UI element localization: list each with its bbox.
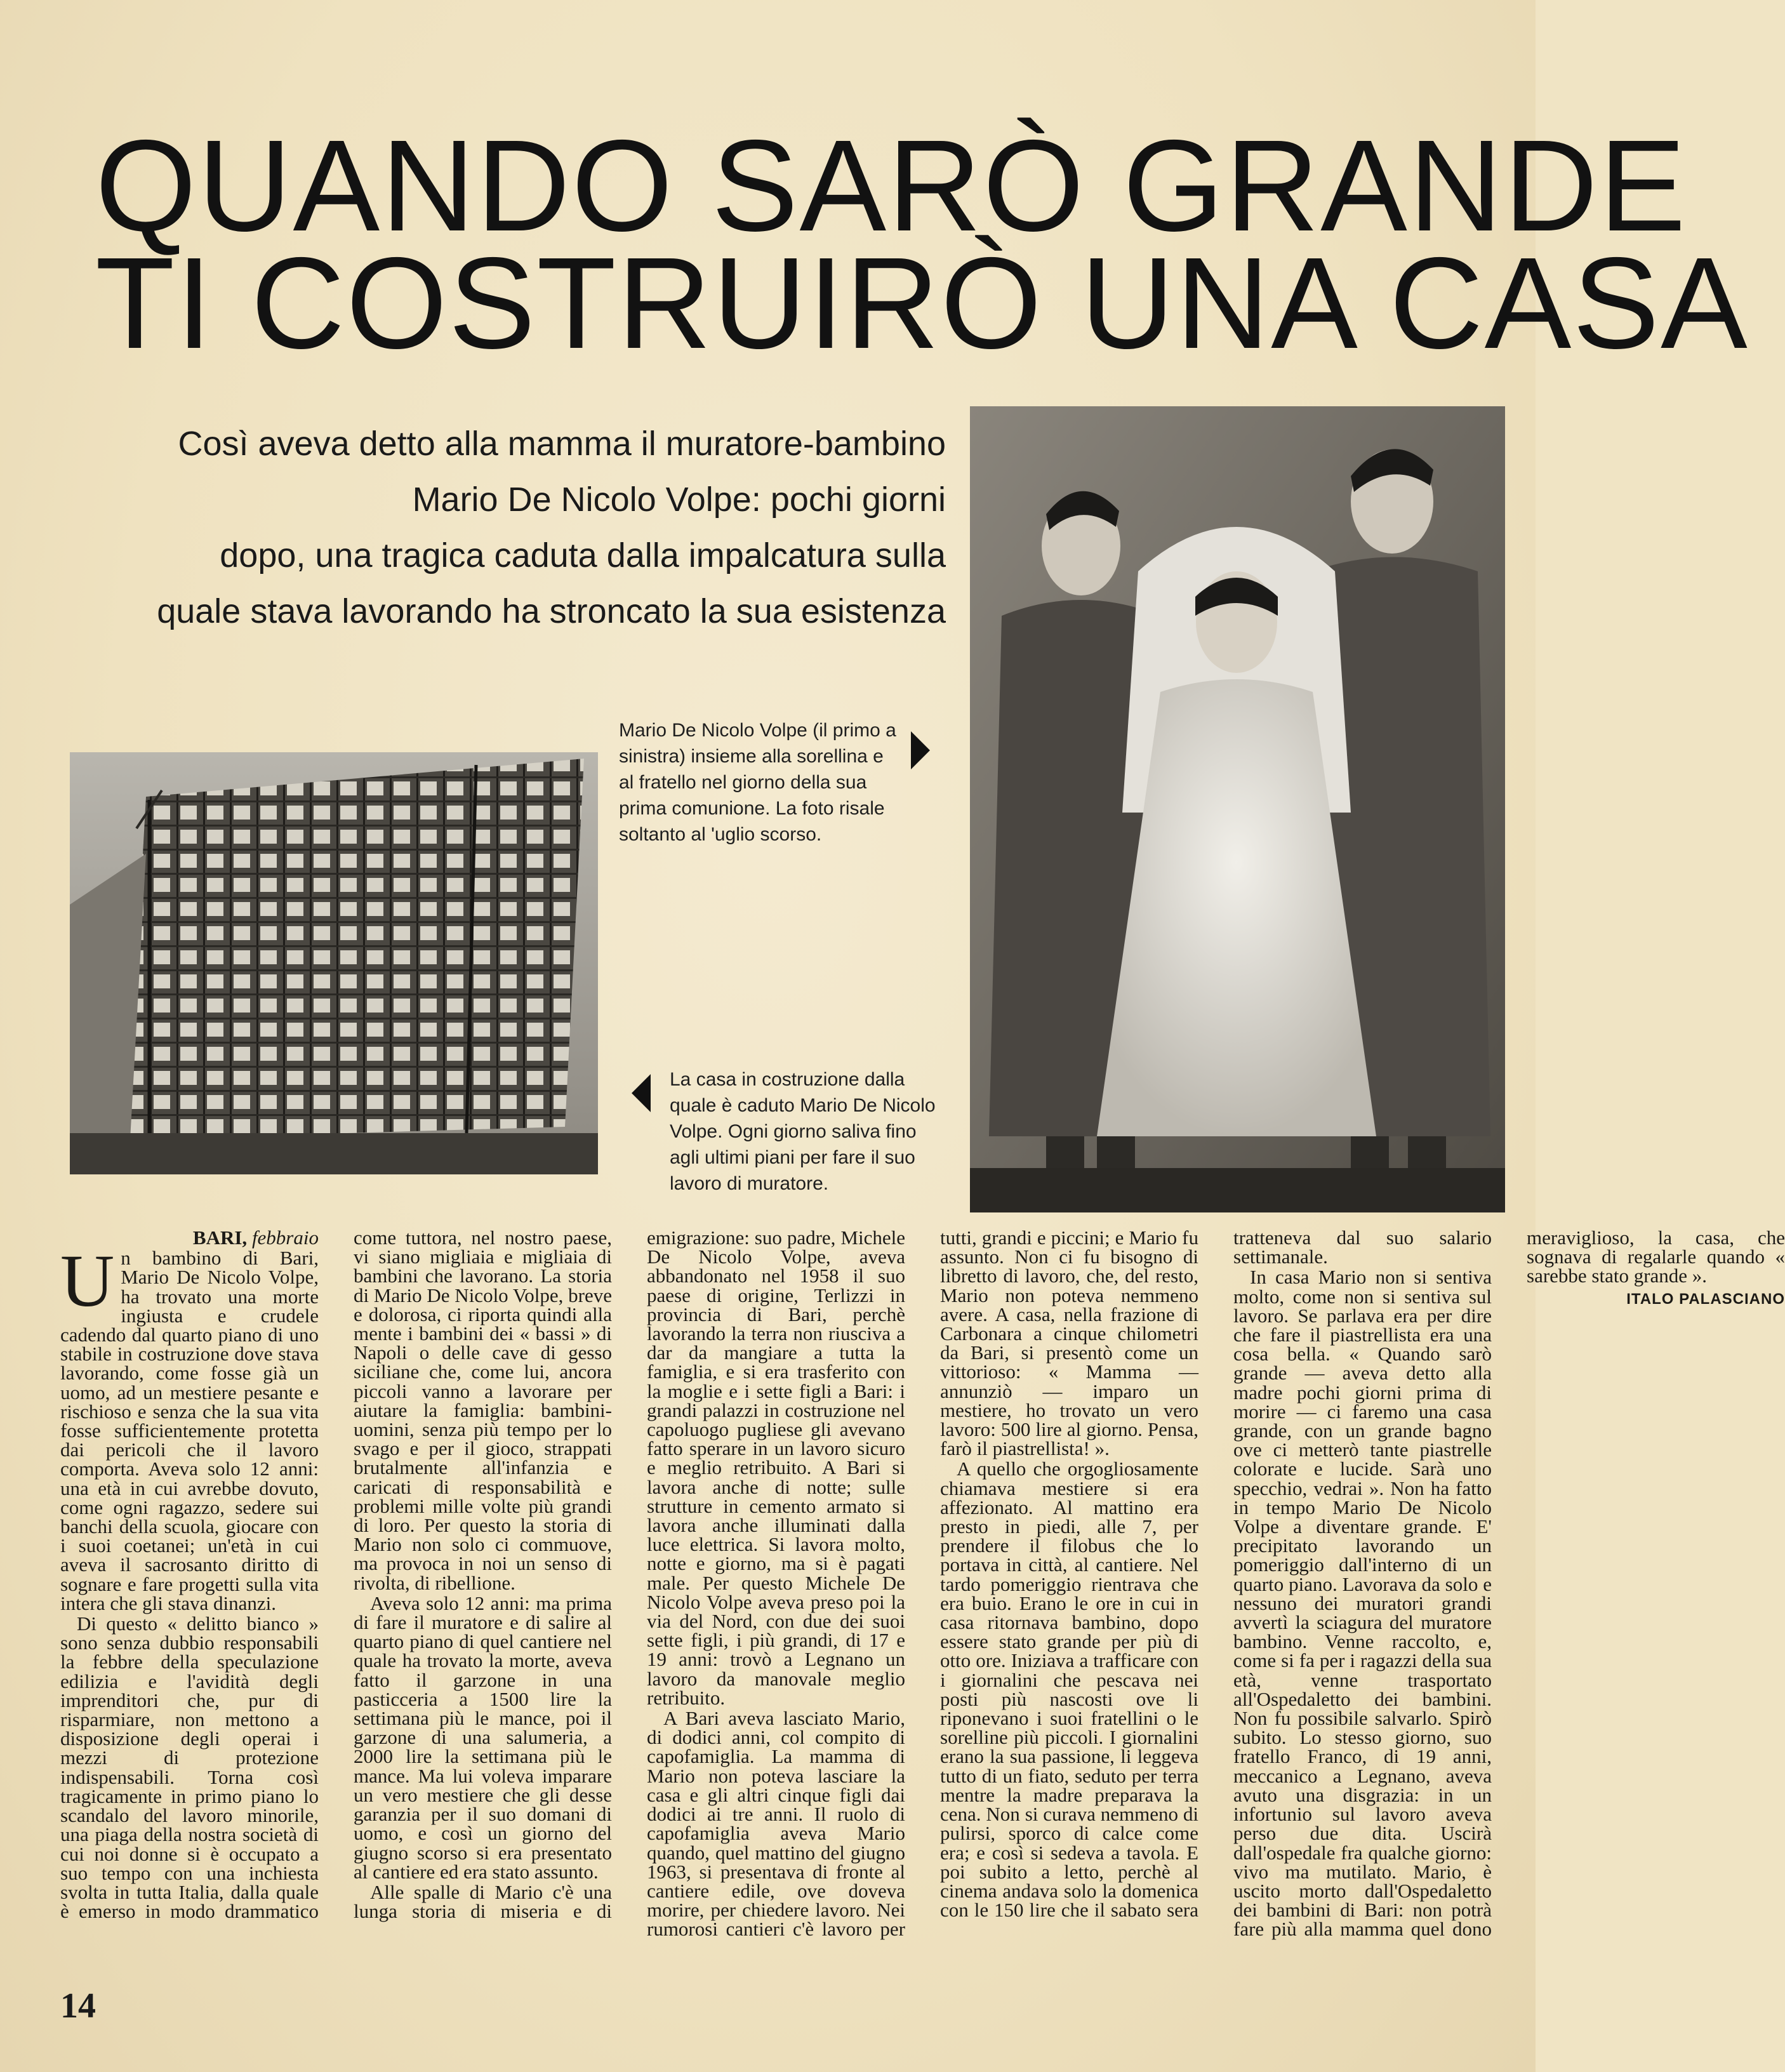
page-number: 14 <box>60 1986 96 2026</box>
article-paragraph: Di questo « delitto bianco » sono senza dubbio responsabili la febbre della speculazione edilizia e l'avidità degli imprenditori che, pur di risparmiare, non mettono a disposizione degli operai i mezzi di protezione indispensabili. Torna così tragicamente in primo piano lo scandalo del lavoro minorile, una piaga della nostra società di cui noi donne si è occupato a suo tempo con una inchiesta svolta in tutta Italia, dalla quale è emerso in modo drammatico come tuttora, nel nostro paese, vi siano migliaia e migliaia di bambini che lavorano. La storia di Mario De Nicolo Volpe, breve e dolorosa, ci riporta quindi alla mente i bambini dei « bassi » di Napoli o delle cave di gesso siciliane che, come lui, ancora piccoli vanno a lavorare per aiutare la famiglia: bambini-uomini, senza più tempo per lo svago e per il gioco, strappati brutalmente all'infanzia e caricati di responsabilità e problemi mille volte più grandi di loro. Per questo la storia di Mario non solo ci commuove, ma provoca in noi un senso di rivolta, di ribellione. <box>60 1226 612 1923</box>
dateline-month: febbraio <box>251 1226 319 1249</box>
headline-line-1: QUANDO SARÒ GRANDE <box>95 113 1687 258</box>
building-photo <box>70 752 598 1174</box>
drop-cap: U <box>60 1239 115 1323</box>
family-photo <box>970 406 1505 1212</box>
subheadline-line-3: dopo, una tragica caduta dalla impalcatura sulla <box>220 536 946 574</box>
article-paragraph: A Bari aveva lasciato Mario, di dodici anni, col compito di capofamiglia. La mamma di Mario non poteva lasciare la casa e gli altri cinque figli dai dodici ai tre anni. Il ruolo di capofamiglia aveva Mario quando, quel mattino del giugno 1963, si presentava di fronte al cantiere edile, ove doveva morire, per chiedere lavoro. Nei rumorosi cantieri c'è lavoro per tutti, grandi e piccini; e Mario fu assunto. Non ci fu bisogno di libretto di lavoro, che, del resto, Mario non poteva nemmeno avere. A casa, nella frazione di Carbonara a cinque chilometri da Bari, si presentò come un vittorioso: « Mamma — annunziò — imparo un mestiere, ho trovato un vero lavoro: 500 lire al giorno. Pensa, farò il piastrellista! ». <box>647 1226 1198 1941</box>
building-photo-image <box>70 752 598 1174</box>
arrow-left-icon <box>632 1074 651 1112</box>
article-paragraph: In casa Mario non si sentiva molto, come non si sentiva sul lavoro. Se parlava era per dire che fare il piastrellista era una cosa bella. « Quando sarò grande — aveva detto alla madre pochi giorni prima di morire — ci faremo una casa grande, con un grande bagno ove ci metterò tante piastrelle colorate e lucide. Sarà uno specchio, vedrai ». Non ha fatto in tempo Mario De Nicolo Volpe a diventare grande. E' precipitato lavorando un pomeriggio dall'interno di un quarto piano. Lavorava da solo e nessuno dei muratori grandi avvertì la sciagura del muratore bambino. Venne raccolto, e, come si fa per i ragazzi della sua età, venne trasportato all'Ospedaletto dei bambini. Non fu possibile salvarlo. Spirò subito. Lo stesso giorno, suo fratello Franco, di 19 anni, meccanico a Legnano, aveva avuto una disgrazia: in un infortunio sul lavoro aveva perso due dita. Uscirà dall'ospedale fra qualche giorno: vivo ma mutilato. Mario, è uscito morto dall'Ospedaletto dei bambini di Bari: non potrà fare più alla mamma quel dono meraviglioso, la casa, che sognava di regalarle quando « sarebbe stato grande ». <box>1233 1226 1785 1941</box>
author-byline: ITALO PALASCIANO <box>1626 1290 1785 1308</box>
building-photo-caption: La casa in costruzione dalla quale è caduto Mario De Nicolo Volpe. Ogni giorno saliva fino agli ultimi piani per fare il suo lavoro di muratore. <box>670 1069 936 1194</box>
subheadline-line-1: Così aveva detto alla mamma il muratore-bambino <box>178 425 946 463</box>
subheadline-line-4: quale stava lavorando ha stroncato la sua esistenza <box>157 592 946 630</box>
article-paragraph: Aveva solo 12 anni: ma prima di fare il muratore e di salire al quarto piano di quel cantiere nel quale ha trovato la morte, aveva fatto il garzone in una pasticceria a 1500 lire la settimana più le mance, poi il garzone di una salumeria, a 2000 lire la settimana più le mance. Ma lui voleva imparare un vero mestiere che gli desse garanzia per il suo domani di uomo, e così un giorno del giugno scorso si era presentato al cantiere ed era stato assunto. <box>354 1591 612 1883</box>
dateline-city: BARI, <box>192 1226 248 1249</box>
paragraph-text: n bambino di Bari, Mario De Nicolo Volpe, ha trovato una morte ingiusta e crudele cadendo dal quarto piano di uno stabile in costruzione dove stava lavorando, come fosse già un uomo, ad un mestiere pesante e rischioso e senza che la sua vita fosse sufficientemente protetta dai pericoli che il lavoro comporta. Aveva solo 12 anni: una età in cui avrebbe dovuto, come ogni ragazzo, sedere sui banchi della scuola, giocare con i suoi coetanei; un'età in cui aveva il sacrosanto diritto di sognare e fare progetti sulla vita intera che gli stava dinanzi. <box>60 1247 319 1614</box>
headline-line-2: TI COSTRUIRÒ UNA CASA <box>95 230 1749 376</box>
article-paragraph: Alle spalle di Mario c'è una lunga storia di miseria e di emigrazione: suo padre, Michele De Nicolo Volpe, aveva abbandonato nel 1958 il suo paese di origine, Terlizzi in provincia di Bari, perchè lavorando la terra non riusciva a dar da mangiare a tutta la famiglia, e si era trasferito con la moglie e i sette figli a Bari: i grandi palazzi in costruzione nel capoluogo pugliese gli avevano fatto sperare in un lavoro sicuro e meglio retribuito. A Bari si lavora anche di notte; sulle strutture in cemento armato si lavora anche illuminati dalla luce elettrica. Si lavora molto, notte e giorno, ma si è pagati male. Per questo Michele De Nicolo Volpe aveva preso poi la via del Nord, con due dei suoi sette figli, i più grandi, di 17 e 19 anni: trovò a Legnano un lavoro da manovale meglio retribuito. <box>354 1226 905 1923</box>
subheadline-line-2: Mario De Nicolo Volpe: pochi giorni <box>412 481 946 519</box>
article-body <box>60 1226 1785 1941</box>
family-photo-image <box>970 406 1505 1212</box>
arrow-right-icon <box>911 731 930 769</box>
article-paragraph: A quello che orgogliosamente chiamava mestiere si era affezionato. Al mattino era presto in piedi, alle 7, per prendere il filobus che lo portava in città, al cantiere. Nel tardo pomeriggio rientrava che era buio. Erano le ore in cui in casa ritornava bambino, dopo essere stato grande per più di otto ore. Iniziava a trafficare con i giornalini che pescava nei posti più nascosti ove li riponevano i suoi fratellini o le sorelline più piccoli. I giornalini erano la sua passione, li leggeva tutto di un fiato, seduto per terra mentre la madre preparava la cena. Non si curava nemmeno di pulirsi, sporco di calce come era; e così si sedeva a tavola. E poi subito a letto, perchè al cinema andava solo la domenica con le 150 lire che il sabato sera tratteneva dal suo salario settimanale. <box>940 1226 1492 1922</box>
family-photo-caption: Mario De Nicolo Volpe (il primo a sinistra) insieme alla sorellina e al fratello nel giorno della sua prima comunione. La foto risale soltanto al 'uglio scorso. <box>619 720 896 845</box>
headline <box>95 113 1749 376</box>
article-paragraph <box>60 1239 319 1614</box>
subheadline <box>127 416 946 639</box>
